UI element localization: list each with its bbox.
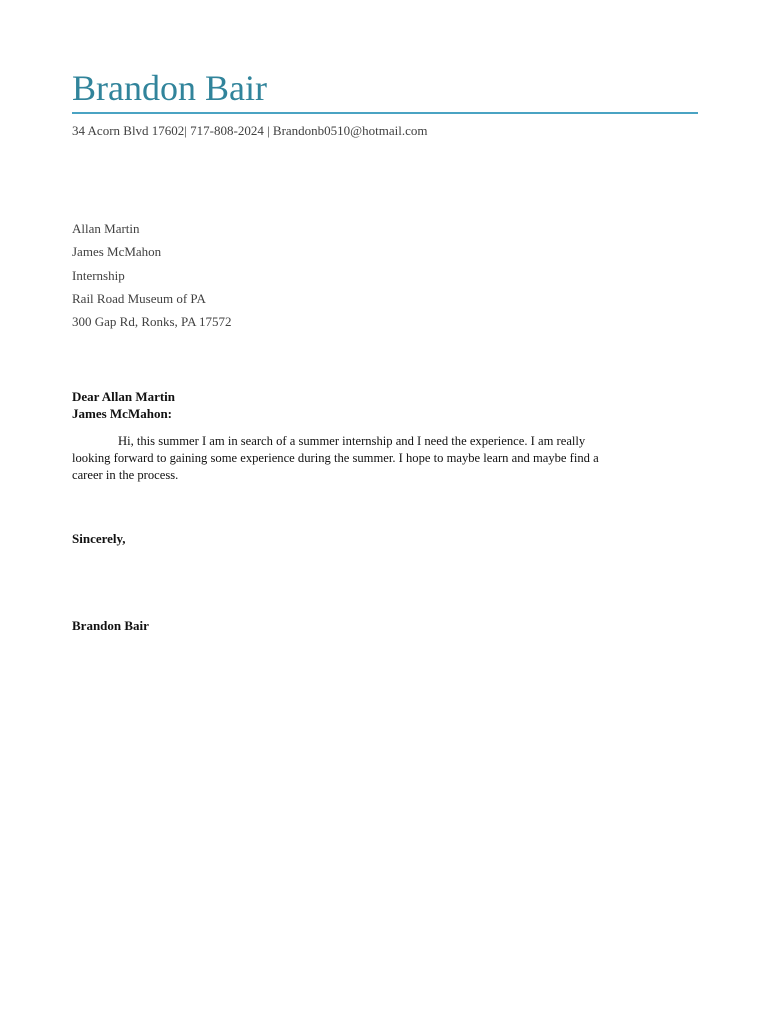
salutation-line: James McMahon: xyxy=(72,405,173,421)
salutation xyxy=(72,389,175,422)
recipient-department: Internship xyxy=(72,267,125,283)
body-line: career in the process. xyxy=(72,468,179,482)
recipient-name-second: James McMahon xyxy=(72,244,162,260)
recipient-name: Allan Martin xyxy=(72,221,140,236)
recipient-address-block xyxy=(72,219,232,335)
recipient-organization: Rail Road Museum of PA xyxy=(72,290,206,306)
sender-contact-line: 34 Acorn Blvd 17602| 717-808-2024 | Brandonb0510@hotmail.com xyxy=(72,123,428,138)
header-divider xyxy=(72,112,698,114)
body-line: looking forward to gaining some experience during the summer. I hope to maybe learn and maybe find a xyxy=(72,451,599,465)
recipient-street-address: 300 Gap Rd, Ronks, PA 17572 xyxy=(72,314,232,330)
letter-body-paragraph xyxy=(72,433,696,484)
body-line: Hi, this summer I am in search of a summer internship and I need the experience. I am really xyxy=(118,434,586,448)
letter-closing: Sincerely, xyxy=(72,531,126,546)
sender-name-heading: Brandon Bair xyxy=(72,68,267,108)
signature-name: Brandon Bair xyxy=(72,618,149,633)
salutation-line: Dear Allan Martin xyxy=(72,389,176,404)
